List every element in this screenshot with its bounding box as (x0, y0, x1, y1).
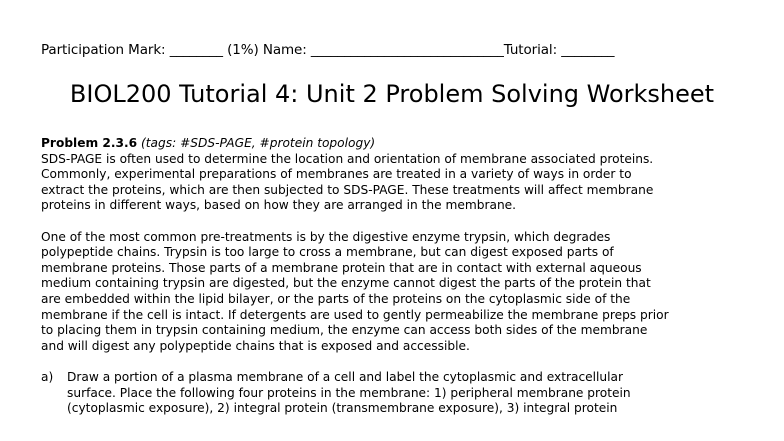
paragraph2-line: to placing them in trypsin containing medium, the enzyme can access both sides of the membrane (41, 323, 648, 338)
question-a-text: Draw a portion of a plasma membrane of a cell and label the cytoplasmic and extracellular (67, 369, 624, 384)
question-a-label: a) (41, 369, 54, 384)
paragraph2-line: are embedded within the lipid bilayer, or the parts of the proteins on the cytoplasmic side of the (41, 291, 631, 306)
question-a-line: surface. Place the following four proteins in the membrane: 1) peripheral membrane protein (67, 385, 631, 400)
paragraph2-line: and will digest any polypeptide chains that is exposed and accessible. (41, 338, 470, 353)
paragraph-gap (41, 354, 761, 370)
paragraph2-line: medium containing trypsin are digested, but the enzyme cannot digest the parts of the protein that (41, 276, 651, 291)
paragraph-gap (41, 214, 761, 230)
participation-header: Participation Mark: ________ (1%) Name: _____________________________Tutorial: ________ (41, 42, 615, 58)
page-title: BIOL200 Tutorial 4: Unit 2 Problem Solving Worksheet (69, 80, 715, 108)
paragraph2-line: membrane if the cell is intact. If detergents are used to gently permeabilize the membrane preps prior (41, 307, 669, 322)
question-a-line (41, 370, 761, 386)
problem-heading (41, 136, 761, 152)
paragraph1-line: SDS-PAGE is often used to determine the location and orientation of membrane associated proteins. (41, 151, 654, 166)
paragraph1-line: proteins in different ways, based on how they are arranged in the membrane. (41, 198, 517, 213)
problem-body (41, 136, 761, 417)
paragraph2-line: One of the most common pre-treatments is by the digestive enzyme trypsin, which degrades (41, 229, 611, 244)
problem-tags: (tags: #SDS-PAGE, #protein topology) (141, 136, 376, 150)
question-a-line: (cytoplasmic exposure), 2) integral protein (transmembrane exposure), 3) integral protein (67, 401, 618, 416)
paragraph2-line: membrane proteins. Those parts of a membrane protein that are in contact with external aqueous (41, 260, 642, 275)
paragraph1-line: Commonly, experimental preparations of membranes are treated in a variety of ways in order to (41, 167, 632, 182)
problem-label: Problem 2.3.6 (41, 136, 138, 150)
paragraph1-line: extract the proteins, which are then subjected to SDS-PAGE. These treatments will affect membrane (41, 182, 654, 197)
paragraph2-line: polypeptide chains. Trypsin is too large to cross a membrane, but can digest exposed parts of (41, 245, 614, 260)
